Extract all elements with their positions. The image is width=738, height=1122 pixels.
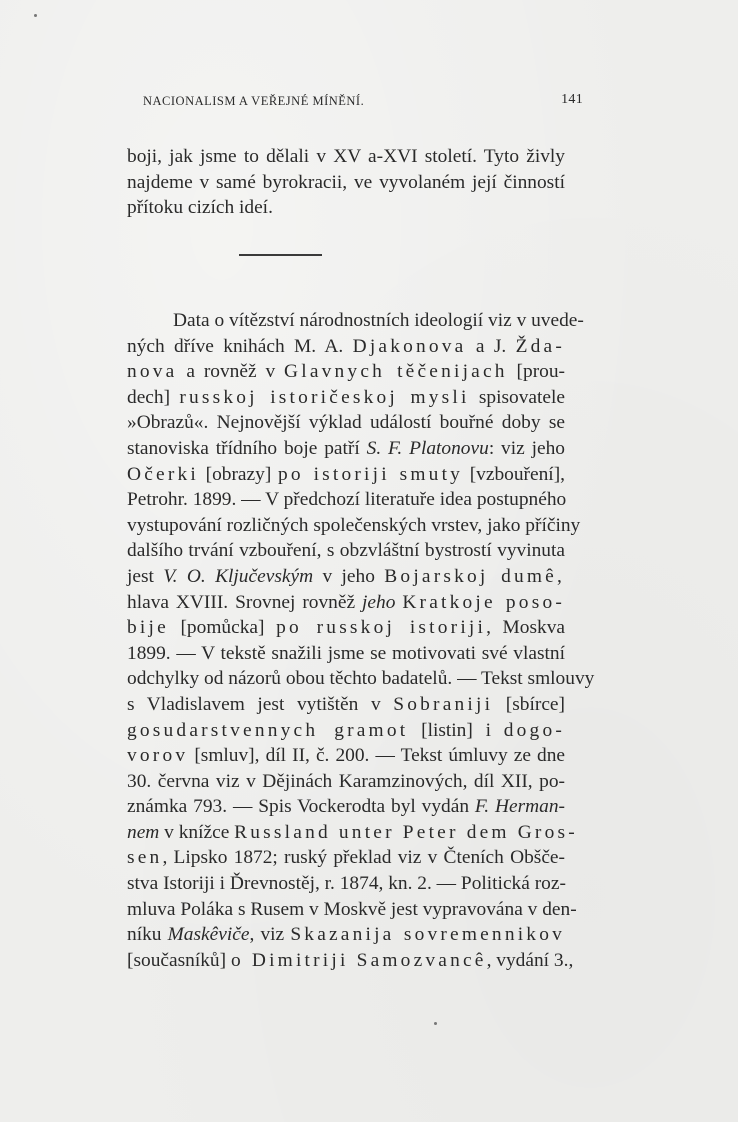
- spaced-title: gosudarstvennych gramot: [127, 719, 409, 741]
- text-run: stanoviska třídního boje patří: [127, 437, 367, 459]
- text-line: [127, 743, 565, 769]
- text-run: [sbírce]: [493, 693, 565, 715]
- text-line: [127, 794, 565, 820]
- paper-speck: [34, 14, 37, 17]
- text-run: jest: [127, 565, 164, 587]
- text-run: níku: [127, 924, 168, 946]
- paragraph-continuation: [127, 144, 565, 221]
- text-run: , Lipsko 1872; ruský překlad viz v Čteních Obšče-: [162, 847, 565, 869]
- text-line: [127, 641, 565, 667]
- spaced-title: Russland unter Peter dem Gros-: [234, 821, 578, 843]
- text-run: spisovatele: [469, 386, 565, 408]
- notes-paragraph: [127, 308, 595, 973]
- text-line: [127, 666, 595, 692]
- spaced-title: Očerki: [127, 463, 199, 485]
- spaced-title: Djakonova: [352, 335, 467, 357]
- spaced-title: po russkoj istoriji: [276, 617, 487, 639]
- text-run: hlava XVIII. Srovnej rovněž: [127, 591, 363, 613]
- text-line: [127, 487, 565, 513]
- text-line: [127, 513, 581, 539]
- italic-author: F. Herman-: [474, 796, 565, 818]
- spaced-title: Glavnych těčenijach: [284, 361, 508, 383]
- spaced-title: Kratkoje poso-: [402, 591, 566, 613]
- text-line: přítoku cizích ideí.: [127, 197, 273, 219]
- text-run: Data o vítězství národnostních ideologií viz v uvede-: [173, 310, 584, 331]
- spaced-title: sen: [127, 847, 163, 869]
- spaced-title: po istoriji smuty: [277, 463, 464, 485]
- text-line: [127, 718, 565, 744]
- text-run: ných dříve knihách M. A.: [127, 335, 353, 357]
- spaced-title: dogo-: [503, 719, 566, 741]
- text-line: [127, 692, 565, 718]
- paper-speck: [434, 1022, 437, 1025]
- text-run: , vydání 3.,: [486, 949, 574, 971]
- text-run: [obrazy]: [198, 463, 278, 485]
- text-run: , viz: [249, 924, 291, 946]
- text-line: [127, 462, 565, 488]
- text-line: [127, 615, 565, 641]
- text-line: [127, 820, 578, 846]
- text-run: 1899. — V tekstě snažili jsme se motivovati své vlastní: [127, 642, 565, 664]
- text-run: odchylky od názorů obou těchto badatelů. — Tekst smlouvy: [127, 668, 595, 690]
- text-run: »Obrazů«. Nejnovější výklad událostí bouřné doby se: [127, 412, 565, 434]
- text-run: [prou-: [507, 361, 565, 383]
- text-run: [vzbouření],: [463, 463, 566, 485]
- section-divider-rule: [239, 254, 322, 256]
- text-line: [127, 897, 577, 923]
- text-line: [127, 410, 565, 436]
- text-line: najdeme v samé byrokracii, ve vyvolaném její činností: [127, 171, 565, 193]
- text-line: [127, 948, 574, 974]
- spaced-title: Bojarskoj dumê,: [384, 565, 566, 587]
- text-line: [127, 436, 565, 462]
- spaced-title: Skazanija sovremennikov: [290, 924, 565, 946]
- text-run: [pomůcka]: [168, 617, 277, 639]
- spaced-title: vorov: [127, 745, 189, 767]
- spaced-title: nova: [127, 361, 178, 383]
- running-head: [143, 92, 583, 112]
- italic-author: Maskêviče: [167, 924, 250, 946]
- italic-word: jeho: [362, 591, 396, 613]
- page-number: 141: [561, 92, 583, 107]
- text-run: v knížce: [159, 821, 235, 843]
- text-line: [127, 334, 565, 360]
- text-run: s Vladislavem jest vytištěn v: [127, 693, 394, 715]
- text-run: v jeho: [313, 565, 385, 587]
- text-line: [127, 871, 565, 897]
- text-run: mluva Poláka s Rusem v Moskvě jest vypravována v den-: [127, 898, 577, 920]
- text-run: a rovněž v: [177, 361, 285, 383]
- spaced-title: o Dimitriji Samozvancê: [230, 949, 487, 971]
- running-title: NACIONALISM A VEŘEJNÉ MÍNĚNÍ.: [143, 94, 365, 108]
- text-line: [127, 308, 584, 334]
- text-run: známka 793. — Spis Vockerodta byl vydán: [127, 796, 475, 818]
- text-run: [smluv], díl II, č. 200. — Tekst úmluvy ze dne: [188, 745, 565, 767]
- spaced-title: Žda-: [515, 335, 565, 357]
- text-run: stva Istoriji i Ďrevnostěj, r. 1874, kn. 2. — Politická roz-: [127, 873, 566, 895]
- spaced-title: Sobraniji: [393, 693, 494, 715]
- text-run: Petrohr. 1899. — V předchozí literatuře idea postupného: [127, 489, 567, 511]
- text-line: [127, 564, 565, 590]
- text-run: dech]: [127, 386, 180, 408]
- text-run: vystupování rozličných společenských vrstev, jako příčiny: [127, 514, 581, 536]
- text-line: [127, 359, 565, 385]
- text-run: dalšího trvání vzbouření, s obzvláštní bystrostí vyvinuta: [127, 540, 565, 562]
- text-line: [127, 769, 565, 795]
- italic-author: V. O. Ključevským: [163, 565, 314, 587]
- text-run: 30. června viz v Dějinách Karamzinových, díl XII, po-: [127, 770, 565, 792]
- italic-author: S. F. Platonovu: [366, 437, 489, 459]
- spaced-title: bije: [127, 617, 169, 639]
- text-run: [listin] i: [408, 719, 504, 741]
- text-run: [současníků]: [127, 949, 231, 971]
- text-line: boji, jak jsme to dělali v XV a-XVI století. Tyto živly: [127, 146, 565, 167]
- text-run: : viz jeho: [488, 437, 565, 459]
- text-run: a J.: [466, 335, 516, 357]
- italic-author: nem: [127, 821, 160, 843]
- text-line: [127, 385, 565, 411]
- spaced-title: russkoj istoričeskoj mysli: [179, 386, 470, 408]
- text-line: [127, 590, 565, 616]
- text-run: , Moskva: [486, 617, 566, 639]
- text-line: [127, 845, 565, 871]
- text-line: [127, 538, 565, 564]
- text-line: [127, 922, 565, 948]
